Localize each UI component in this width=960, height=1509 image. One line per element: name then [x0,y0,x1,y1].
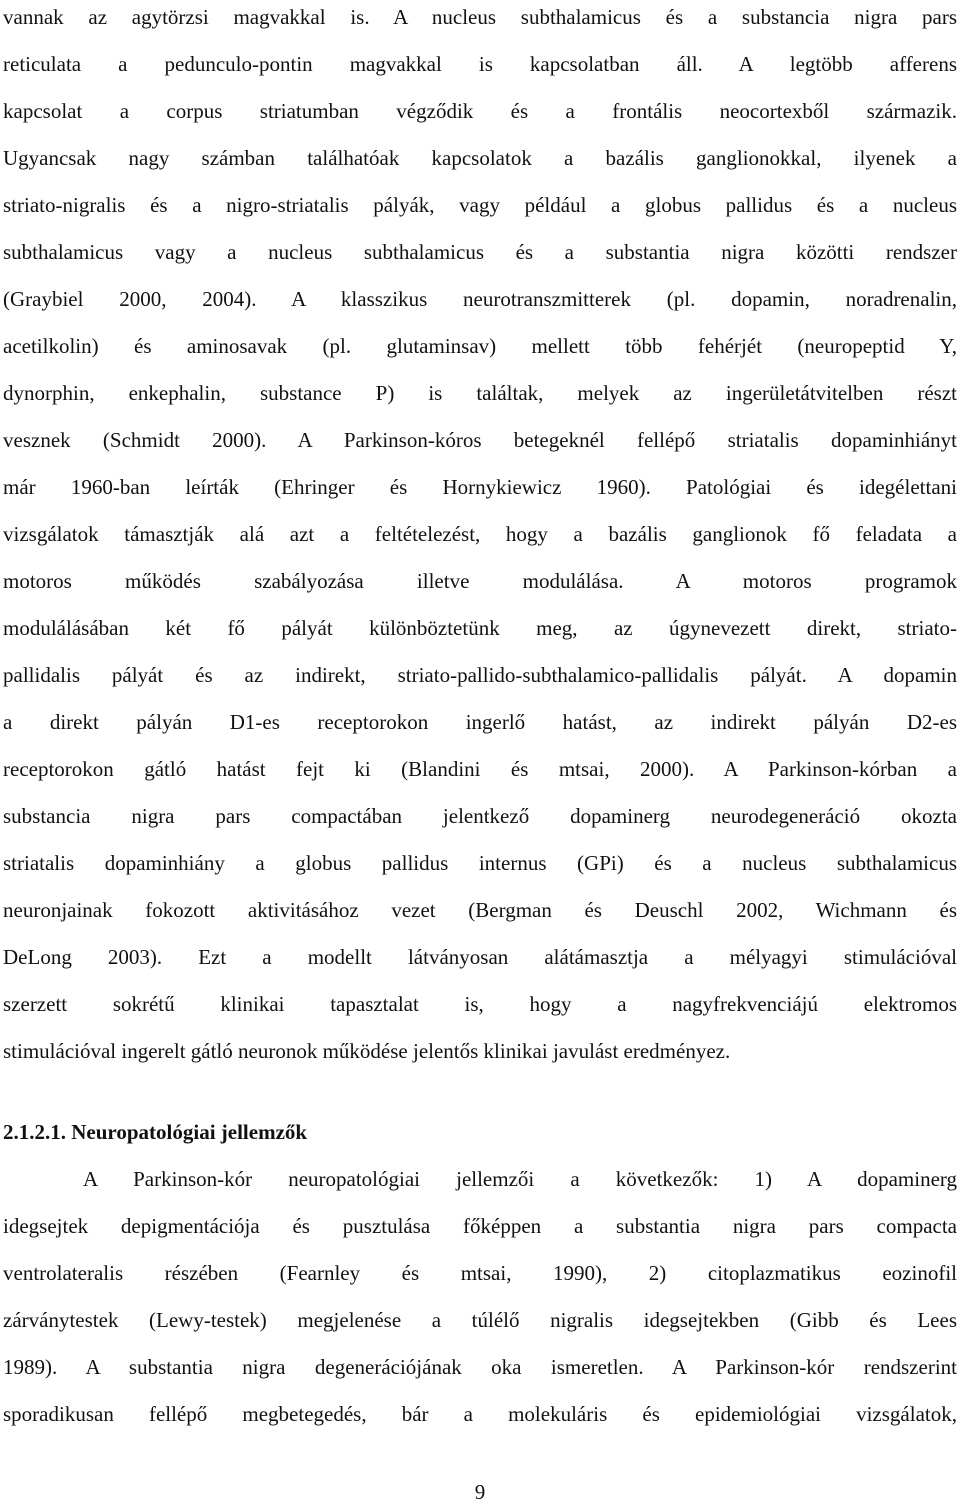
text-line: idegsejtek depigmentációja és pusztulása főképpen a substantia nigra pars compacta [3,1214,957,1238]
text-line: ventrolateralis részében (Fearnley és mtsai, 1990), 2) citoplazmatikus eozinofil [3,1261,957,1285]
text-line: motoros működés szabályozása illetve modulálása. A motoros programok [3,569,957,593]
text-line: neuronjainak fokozott aktivitásához vezet (Bergman és Deuschl 2002, Wichmann és [3,898,957,922]
text-line: striato-nigralis és a nigro-striatalis pályák, vagy például a globus pallidus és a nucleus [3,193,957,217]
body-paragraph [3,0,957,1075]
text-line: receptorokon gátló hatást fejt ki (Blandini és mtsai, 2000). A Parkinson-kórban a [3,757,957,781]
text-line: 1989). A substantia nigra degenerációjának oka ismeretlen. A Parkinson-kór rendszerint [3,1355,957,1379]
text-line: vesznek (Schmidt 2000). A Parkinson-kóros betegeknél fellépő striatalis dopaminhiányt [3,428,957,452]
text-line: substancia nigra pars compactában jelentkező dopaminerg neurodegeneráció okozta [3,804,957,828]
text-line: kapcsolat a corpus striatumban végződik és a frontális neocortexből származik. [3,99,957,123]
text-line: dynorphin, enkephalin, substance P) is találtak, melyek az ingerületátvitelben részt [3,381,957,405]
text-line: szerzett sokrétű klinikai tapasztalat is, hogy a nagyfrekvenciájú elektromos [3,992,957,1016]
text-line: már 1960-ban leírták (Ehringer és Hornykiewicz 1960). Patológiai és idegélettani [3,475,957,499]
text-line: a direkt pályán D1-es receptorokon ingerlő hatást, az indirekt pályán D2-es [3,710,957,734]
text-line: reticulata a pedunculo-pontin magvakkal is kapcsolatban áll. A legtöbb afferens [3,52,957,76]
section-heading: 2.1.2.1. Neuropatológiai jellemzők [3,1120,308,1144]
text-line: Ugyancsak nagy számban találhatóak kapcsolatok a bazális ganglionokkal, ilyenek a [3,146,957,170]
text-line: sporadikusan fellépő megbetegedés, bár a molekuláris és epidemiológiai vizsgálatok, [3,1402,957,1426]
text-line: A Parkinson-kór neuropatológiai jellemzői a következők: 1) A dopaminerg [83,1167,957,1191]
text-line: striatalis dopaminhiány a globus pallidus internus (GPi) és a nucleus subthalamicus [3,851,957,875]
text-line: DeLong 2003). Ezt a modellt látványosan alátámasztja a mélyagyi stimulációval [3,945,957,969]
text-line: acetilkolin) és aminosavak (pl. glutaminsav) mellett több fehérjét (neuropeptid Y, [3,334,957,358]
text-line: zárványtestek (Lewy-testek) megjelenése a túlélő nigralis idegsejtekben (Gibb és Lees [3,1308,957,1332]
text-line: vizsgálatok támasztják alá azt a feltételezést, hogy a bazális ganglionok fő feladata a [3,522,957,546]
text-line: pallidalis pályát és az indirekt, striato-pallido-subthalamico-pallidalis pályát. A dopamin [3,663,957,687]
text-line: stimulációval ingerelt gátló neuronok működése jelentős klinikai javulást eredményez. [3,1039,731,1063]
text-line: modulálásában két fő pályát különböztetünk meg, az úgynevezett direkt, striato- [3,616,957,640]
page-number: 9 [474,1480,486,1504]
text-line: vannak az agytörzsi magvakkal is. A nucleus subthalamicus és a substancia nigra pars [3,5,957,29]
body-paragraph [3,1156,957,1438]
text-line: (Graybiel 2000, 2004). A klasszikus neurotranszmitterek (pl. dopamin, noradrenalin, [3,287,957,311]
text-line: subthalamicus vagy a nucleus subthalamicus és a substantia nigra közötti rendszer [3,240,957,264]
